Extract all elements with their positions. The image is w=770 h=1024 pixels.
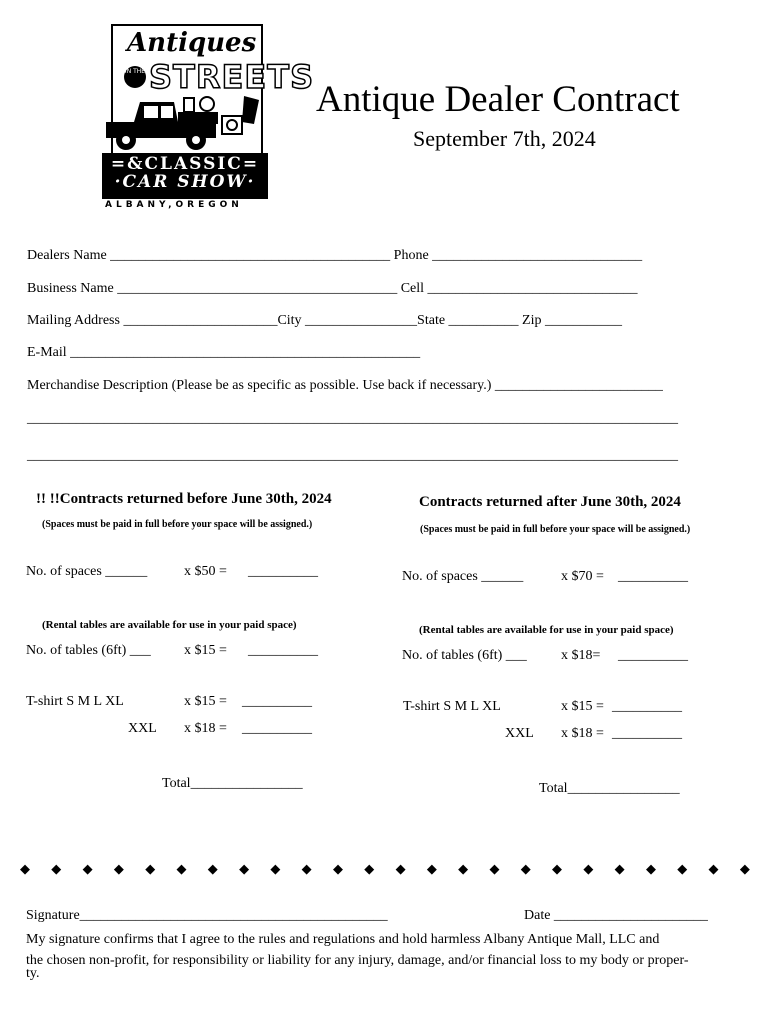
classic-truck-illustration [104, 94, 269, 156]
diamond-bullet: ◆ [708, 861, 719, 876]
diamond-bullet: ◆ [739, 861, 750, 876]
after-spaces-label: No. of spaces ______ [402, 569, 524, 584]
before-tshirt-label: T-shirt S M L XL [26, 694, 124, 709]
event-date: September 7th, 2024 [413, 126, 596, 151]
merchandise-line-2[interactable]: _____________________________________________________________________________________________ [27, 411, 678, 426]
page-title: Antique Dealer Contract [316, 79, 680, 120]
agreement-text-line-2: the chosen non-profit, for responsibility or liability for any injury, damage, and/or financial loss to my body or proper- [26, 953, 689, 968]
after-tables-amount[interactable]: __________ [618, 648, 688, 663]
after-rental-note: (Rental tables are available for use in your paid space) [419, 624, 674, 636]
logo-antiques-text: Antiques [127, 28, 257, 58]
merchandise-description-field[interactable]: Merchandise Description (Please be as specific as possible. Use back if necessary.) ________________________ [27, 378, 663, 393]
diamond-bullet: ◆ [176, 861, 187, 876]
after-deadline-heading: Contracts returned after June 30th, 2024 [419, 494, 681, 510]
diamond-bullet: ◆ [20, 861, 30, 876]
diamond-bullet: ◆ [207, 861, 218, 876]
diamond-bullet: ◆ [614, 861, 625, 876]
diamond-bullet: ◆ [113, 861, 124, 876]
merchandise-line-3[interactable]: _____________________________________________________________________________________________ [27, 448, 678, 463]
before-xxl-label: XXL [128, 721, 157, 736]
before-tshirt-price: x $15 = [184, 694, 227, 709]
diamond-bullet: ◆ [583, 861, 594, 876]
diamond-bullet: ◆ [552, 861, 563, 876]
diamond-bullet: ◆ [51, 861, 62, 876]
diamond-bullet: ◆ [645, 861, 656, 876]
before-rental-note: (Rental tables are available for use in your paid space) [42, 619, 297, 631]
after-payment-note: (Spaces must be paid in full before your space will be assigned.) [420, 524, 691, 535]
antiques-in-the-streets-logo [102, 22, 315, 218]
signature-date-field[interactable]: Date ______________________ [524, 908, 708, 923]
before-xxl-price: x $18 = [184, 721, 227, 736]
before-xxl-amount[interactable]: __________ [242, 721, 312, 736]
before-spaces-label: No. of spaces ______ [26, 564, 148, 579]
agreement-text-line-1: My signature confirms that I agree to the rules and regulations and hold harmless Albany Antique Mall, LLC and [26, 932, 660, 947]
diamond-bullet: ◆ [332, 861, 343, 876]
mailing-address-field[interactable]: Mailing Address ______________________City ________________State __________ Zip ___________ [27, 313, 622, 328]
dealers-name-phone-field[interactable]: Dealers Name ________________________________________ Phone ______________________________ [27, 248, 643, 263]
agreement-text-line-3: ty. [26, 966, 40, 981]
after-xxl-amount[interactable]: __________ [612, 726, 682, 741]
after-tshirt-label: T-shirt S M L XL [403, 699, 501, 714]
after-spaces-price: x $70 = [561, 569, 604, 584]
diamond-bullet: ◆ [145, 861, 156, 876]
diamond-bullet: ◆ [458, 861, 469, 876]
before-tables-price: x $15 = [184, 643, 227, 658]
logo-classic-car-show-band [102, 153, 268, 199]
logo-location-text: ALBANY,OREGON [105, 200, 243, 210]
diamond-bullet: ◆ [677, 861, 688, 876]
after-tables-label: No. of tables (6ft) ___ [402, 648, 527, 663]
before-deadline-heading: !! !!Contracts returned before June 30th, 2024 [36, 491, 332, 507]
diamond-bullet: ◆ [82, 861, 93, 876]
logo-classic-text: =&CLASSIC= [110, 154, 260, 174]
after-tshirt-amount[interactable]: __________ [612, 699, 682, 714]
after-tables-price: x $18= [561, 648, 601, 663]
diamond-bullet: ◆ [426, 861, 437, 876]
diamond-bullet: ◆ [489, 861, 500, 876]
after-tshirt-price: x $15 = [561, 699, 604, 714]
before-spaces-price: x $50 = [184, 564, 227, 579]
before-spaces-amount[interactable]: __________ [248, 564, 318, 579]
before-total[interactable]: Total________________ [162, 776, 303, 791]
business-name-cell-field[interactable]: Business Name ________________________________________ Cell ______________________________ [27, 281, 638, 296]
logo-car-show-text: ·CAR SHOW· [114, 172, 256, 192]
diamond-bullet: ◆ [520, 861, 531, 876]
diamond-bullet: ◆ [364, 861, 375, 876]
email-field[interactable]: E-Mail __________________________________________________ [27, 345, 421, 360]
diamond-bullet: ◆ [270, 861, 281, 876]
after-total[interactable]: Total________________ [539, 781, 680, 796]
after-xxl-price: x $18 = [561, 726, 604, 741]
diamond-bullet: ◆ [395, 861, 406, 876]
logo-in-the-badge: IN THE [124, 66, 146, 88]
signature-field[interactable]: Signature____________________________________________ [26, 908, 388, 923]
before-tables-label: No. of tables (6ft) ___ [26, 643, 151, 658]
before-payment-note: (Spaces must be paid in full before your space will be assigned.) [42, 519, 313, 530]
after-spaces-amount[interactable]: __________ [618, 569, 688, 584]
diamond-divider [20, 861, 750, 877]
diamond-bullet: ◆ [239, 861, 250, 876]
diamond-bullet: ◆ [301, 861, 312, 876]
logo-streets-text: STREETS [149, 58, 315, 96]
after-xxl-label: XXL [505, 726, 534, 741]
before-tables-amount[interactable]: __________ [248, 643, 318, 658]
before-tshirt-amount[interactable]: __________ [242, 694, 312, 709]
